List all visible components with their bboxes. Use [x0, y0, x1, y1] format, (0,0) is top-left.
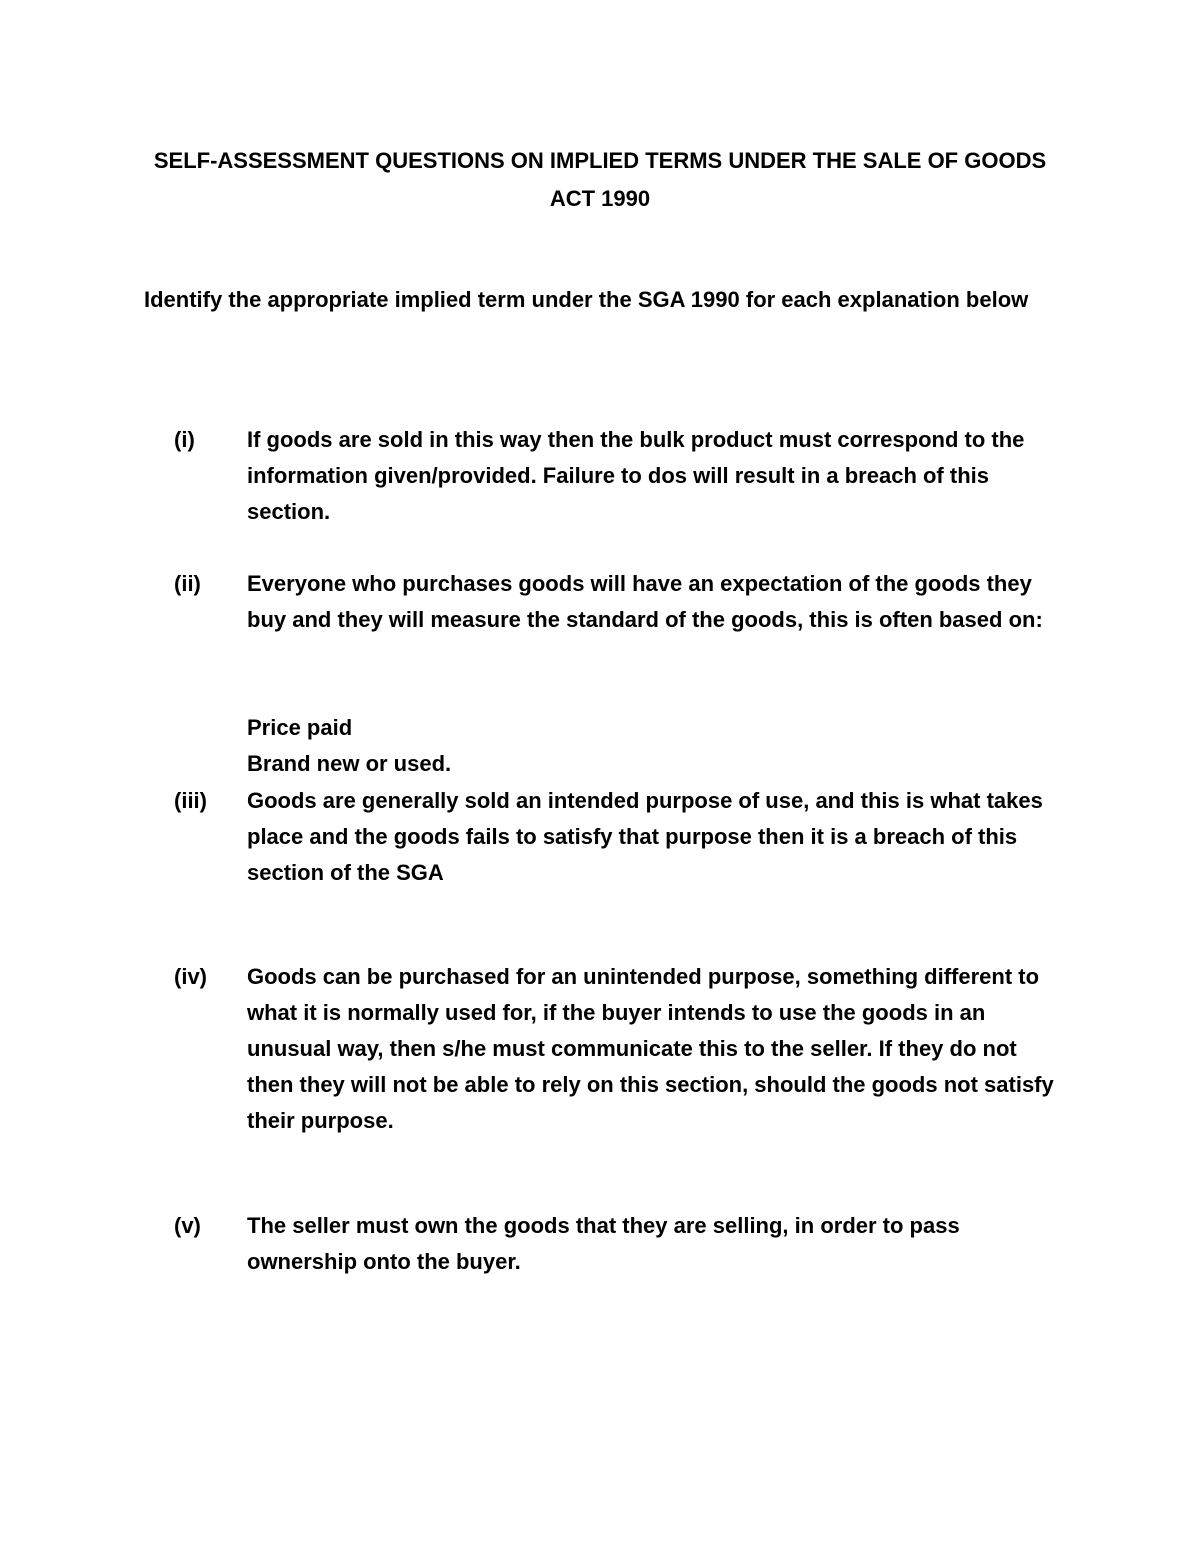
question-text: If goods are sold in this way then the bulk product must correspond to the information given/provided. Failure to dos will result in a breach of this section. [247, 427, 1025, 524]
question-sub-items [247, 710, 1062, 782]
title-line-1: SELF-ASSESSMENT QUESTIONS ON IMPLIED TERMS UNDER THE SALE OF GOODS [153, 148, 1047, 173]
question-text: The seller must own the goods that they are selling, in order to pass ownership onto the buyer. [247, 1213, 960, 1274]
document-title [100, 142, 1100, 218]
question-number: (iv) [174, 964, 207, 989]
question-number: (v) [174, 1213, 201, 1238]
question-text: Everyone who purchases goods will have an expectation of the goods they buy and they will measure the standard of the goods, this is often based on: [247, 571, 1043, 632]
question-number: (ii) [174, 571, 201, 596]
question-number: (i) [174, 427, 195, 452]
sub-item: Brand new or used. [247, 751, 452, 776]
title-line-2: ACT 1990 [549, 186, 651, 211]
question-text: Goods can be purchased for an unintended purpose, something different to what it is normally used for, if the buyer intends to use the goods in an unusual way, then s/he must communicate this to the seller. If they do not then they will not be able to rely on this section, should the goods not satisfy their purpose. [247, 964, 1054, 1133]
sub-item: Price paid [247, 715, 353, 740]
question-number: (iii) [174, 788, 207, 813]
instruction-text: Identify the appropriate implied term under the SGA 1990 for each explanation below [144, 287, 1029, 312]
question-text: Goods are generally sold an intended purpose of use, and this is what takes place and the goods fails to satisfy that purpose then it is a breach of this section of the SGA [247, 788, 1043, 885]
